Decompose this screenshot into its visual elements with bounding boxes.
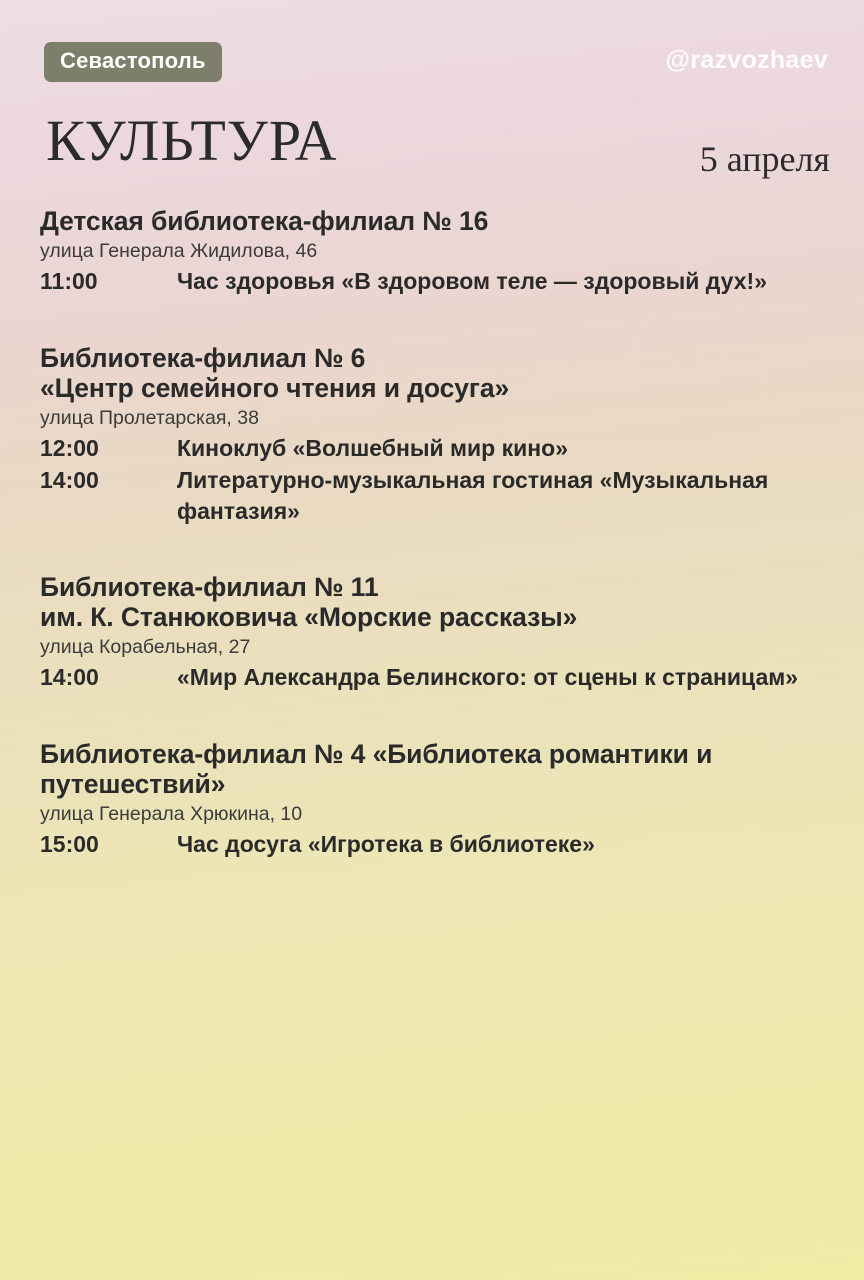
event-title: Литературно-музыкальная гостиная «Музыкальная фантазия» xyxy=(177,467,769,524)
event-row xyxy=(40,465,830,526)
event-time: 12:00 xyxy=(40,434,99,461)
venue-block xyxy=(40,343,830,526)
event-time: 11:00 xyxy=(40,268,98,295)
venue-address: улица Генерала Хрюкина, 10 xyxy=(40,803,303,826)
event-row xyxy=(40,662,830,692)
venue-address: улица Генерала Жидилова, 46 xyxy=(40,240,318,263)
event-list xyxy=(40,266,830,296)
venue-block xyxy=(40,572,830,693)
page-date: 5 апреля xyxy=(699,139,830,179)
event-list xyxy=(40,433,830,526)
event-title: «Мир Александра Белинского: от сцены к страницам» xyxy=(177,664,799,691)
event-title: Киноклуб «Волшебный мир кино» xyxy=(177,434,568,461)
venue-name: Библиотека-филиал № 11 им. К. Станюковича «Морские рассказы» xyxy=(40,572,578,633)
event-list xyxy=(40,662,830,692)
venue-name: Детская библиотека-филиал № 16 xyxy=(40,206,489,236)
event-time: 14:00 xyxy=(40,467,99,494)
city-badge: Севастополь xyxy=(44,42,222,82)
top-bar xyxy=(44,42,828,78)
venue-address: улица Пролетарская, 38 xyxy=(40,406,259,429)
event-time: 15:00 xyxy=(40,831,99,858)
event-title: Час здоровья «В здоровом теле — здоровый дух!» xyxy=(177,268,767,295)
venue-name: Библиотека-филиал № 4 «Библиотека романтики и путешествий» xyxy=(40,738,713,800)
event-title: Час досуга «Игротека в библиотеке» xyxy=(177,831,595,858)
title-row xyxy=(46,108,830,182)
venue-block xyxy=(40,739,830,860)
schedule-list xyxy=(40,206,830,860)
event-row xyxy=(40,433,830,463)
event-list xyxy=(40,829,830,859)
page-title: КУЛЬТУРА xyxy=(46,108,338,173)
event-time: 14:00 xyxy=(40,664,99,691)
venue-name: Библиотека-филиал № 6 «Центр семейного чтения и досуга» xyxy=(40,342,510,403)
event-row xyxy=(40,266,830,296)
venue-address: улица Корабельная, 27 xyxy=(40,636,251,659)
venue-block xyxy=(40,206,830,297)
author-handle: @razvozhaev xyxy=(665,46,828,74)
event-row xyxy=(40,829,830,859)
